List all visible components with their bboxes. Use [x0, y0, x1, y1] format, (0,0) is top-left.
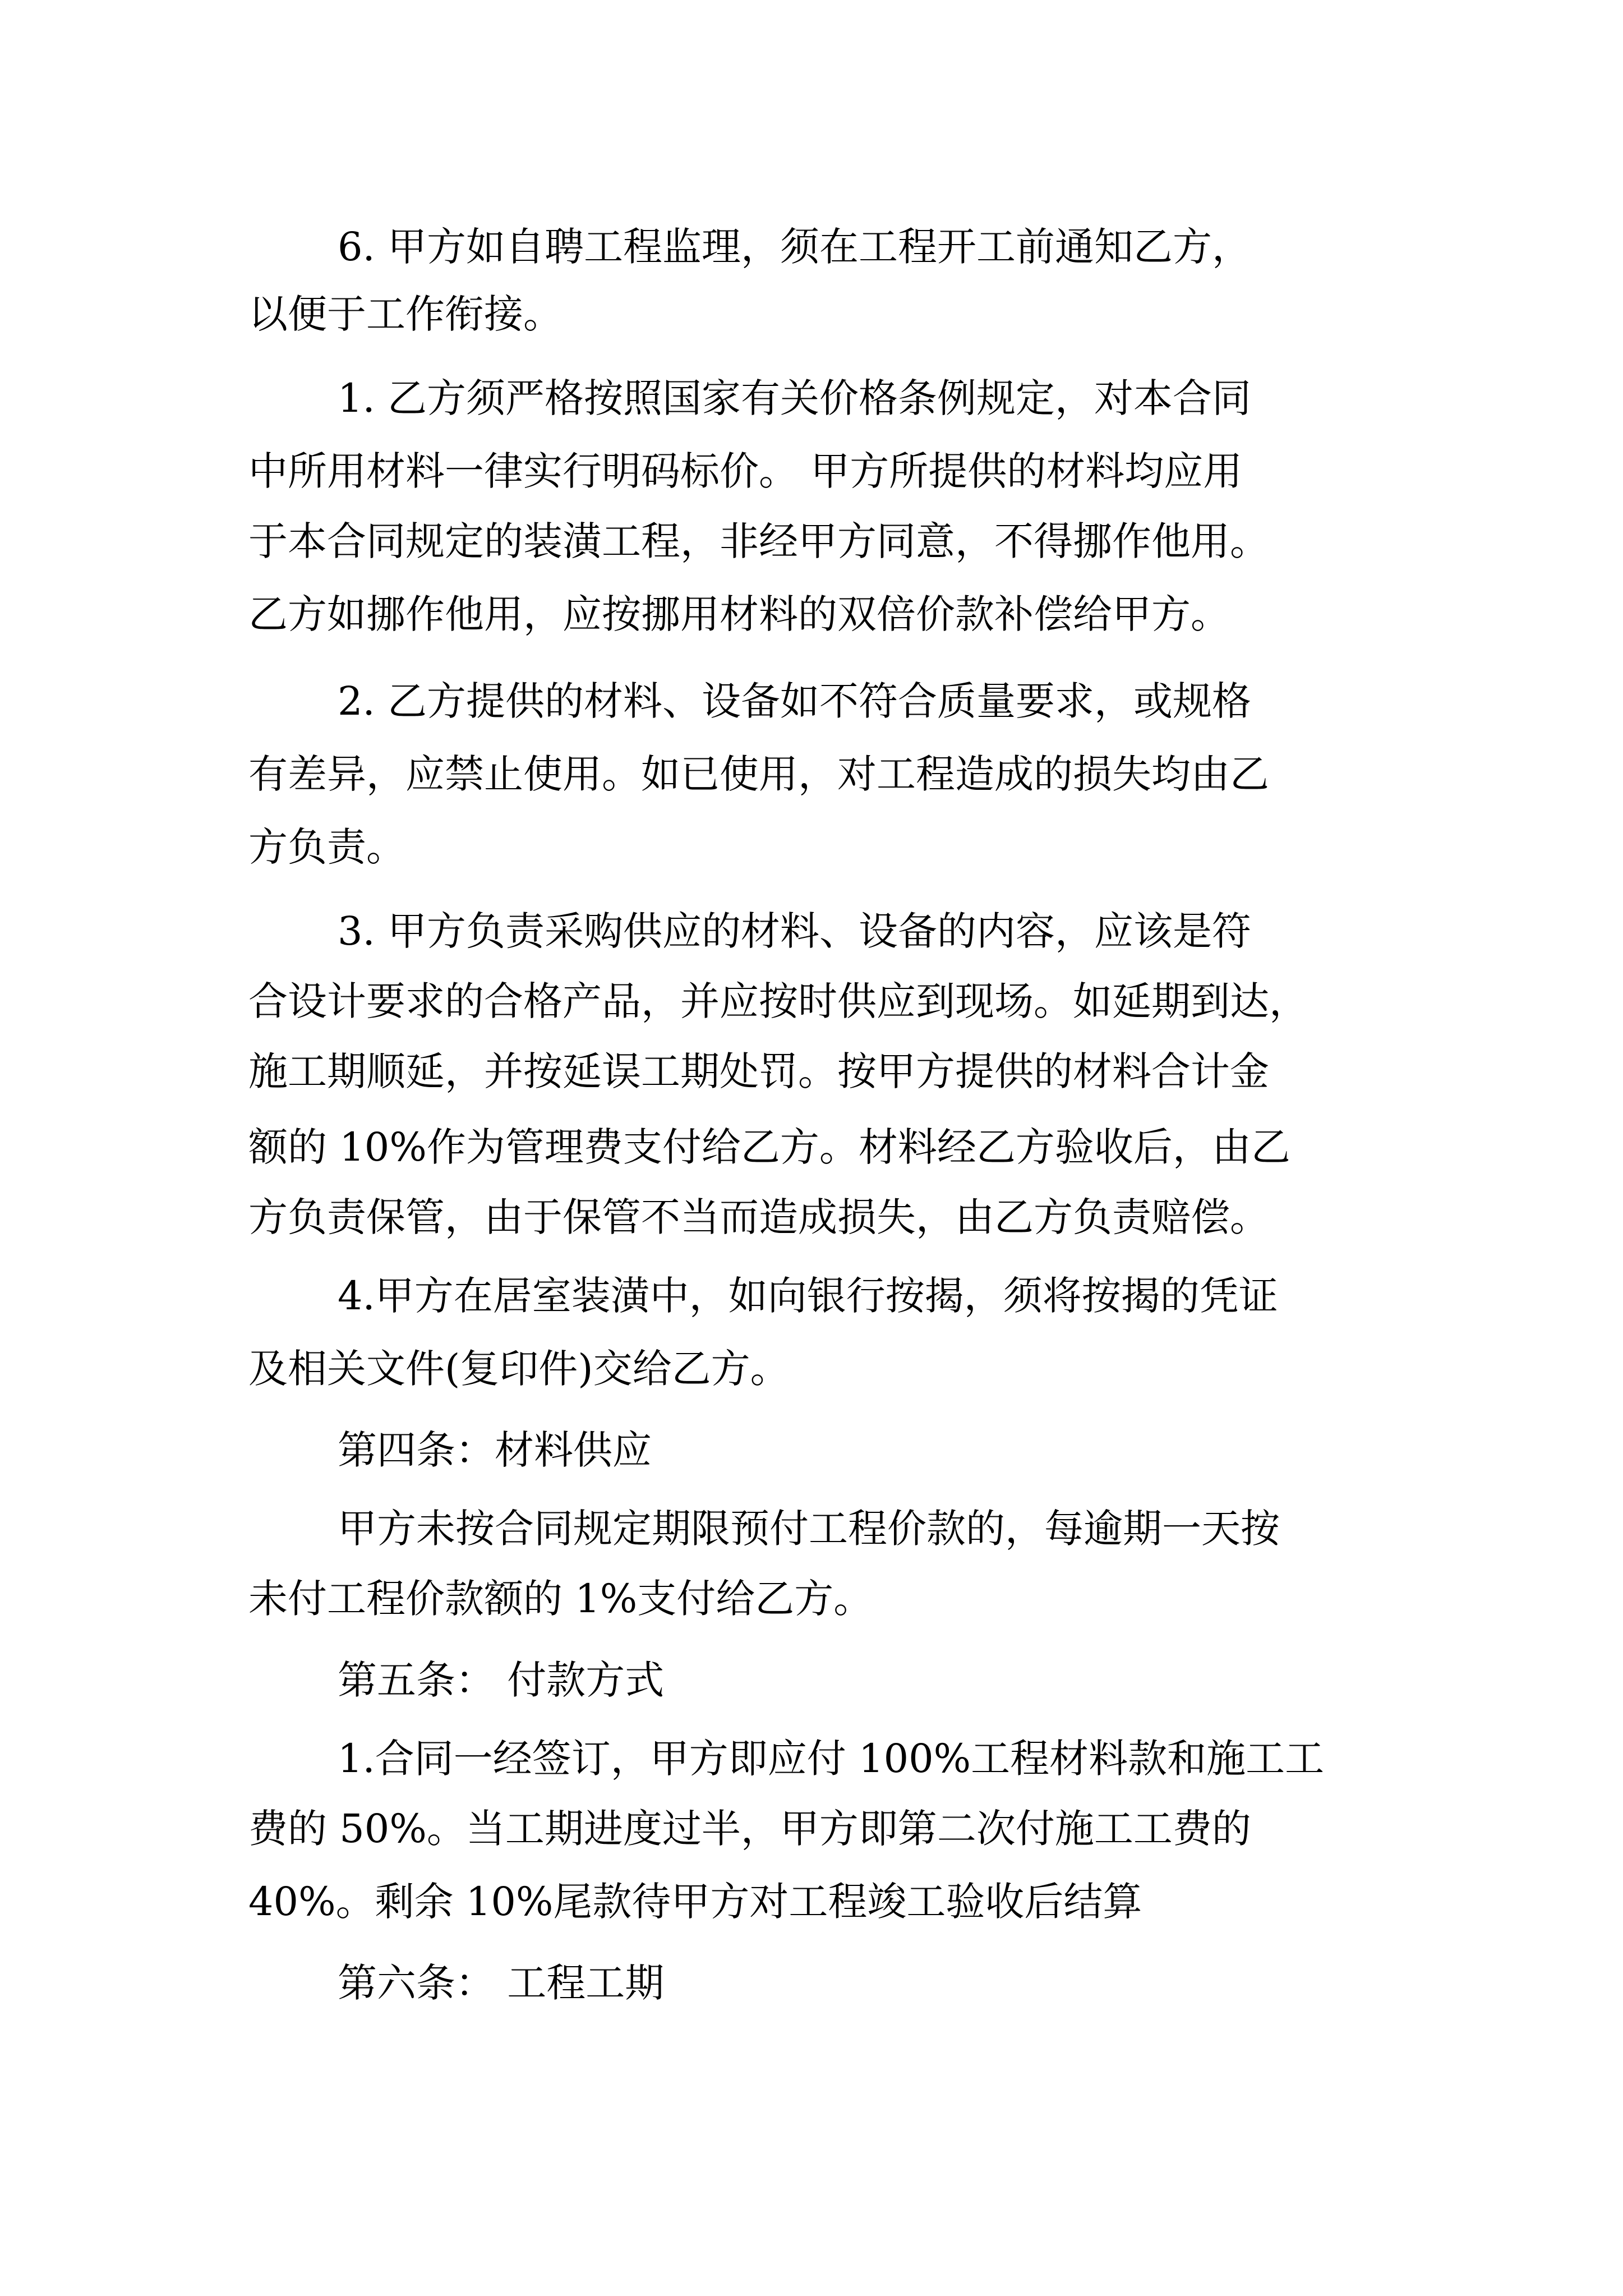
- late-payment-line-2: 未付工程价款额的 1%支付给乙方。: [248, 1576, 873, 1622]
- late-payment-line-1: 甲方未按合同规定期限预付工程价款的，每逾期一天按: [338, 1506, 1280, 1552]
- materials-clause-3-line-4: 额的 10%作为管理费支付给乙方。材料经乙方验收后，由乙: [248, 1124, 1290, 1170]
- materials-clause-3-line-5: 方负责保管，由于保管不当而造成损失，由乙方负责赔偿。: [248, 1194, 1269, 1240]
- materials-clause-1-line-2: 中所用材料一律实行明码标价。 甲方所提供的材料均应用: [248, 448, 1243, 494]
- materials-clause-3-line-2: 合设计要求的合格产品，并应按时供应到现场。如延期到达，: [248, 978, 1308, 1024]
- materials-clause-1-line-4: 乙方如挪作他用，应按挪用材料的双倍价款补偿给甲方。: [248, 591, 1230, 637]
- payment-clause-1-line-2: 费的 50%。当工期进度过半，甲方即第二次付施工工费的: [248, 1806, 1251, 1852]
- materials-clause-4-line-1: 4.甲方在居室装潢中，如向银行按揭，须将按揭的凭证: [338, 1273, 1278, 1319]
- clause-6-line-1: 6. 甲方如自聘工程监理，须在工程开工前通知乙方，: [338, 224, 1252, 270]
- clause-6-line-2: 以便于工作衔接。: [248, 291, 562, 337]
- article-6-heading: 第六条： 工程工期: [338, 1960, 665, 2006]
- payment-clause-1-line-3: 40%。剩余 10%尾款待甲方对工程竣工验收后结算: [248, 1879, 1142, 1925]
- materials-clause-2-line-2: 有差异，应禁止使用。如已使用，对工程造成的损失均由乙: [248, 751, 1269, 797]
- materials-clause-2-line-3: 方负责。: [248, 824, 405, 870]
- materials-clause-2-line-1: 2. 乙方提供的材料、设备如不符合质量要求，或规格: [338, 678, 1252, 724]
- materials-clause-3-line-1: 3. 甲方负责采购供应的材料、设备的内容，应该是符: [338, 908, 1252, 954]
- article-5-heading: 第五条： 付款方式: [338, 1657, 665, 1703]
- materials-clause-1-line-1: 1. 乙方须严格按照国家有关价格条例规定，对本合同: [338, 375, 1252, 421]
- materials-clause-3-line-3: 施工期顺延，并按延误工期处罚。按甲方提供的材料合计金: [248, 1048, 1269, 1094]
- payment-clause-1-line-1: 1.合同一经签订，甲方即应付 100%工程材料款和施工工: [338, 1736, 1325, 1782]
- article-4-heading: 第四条：材料供应: [338, 1427, 652, 1473]
- materials-clause-4-line-2: 及相关文件(复印件)交给乙方。: [248, 1346, 790, 1392]
- materials-clause-1-line-3: 于本合同规定的装潢工程，非经甲方同意，不得挪作他用。: [248, 518, 1269, 564]
